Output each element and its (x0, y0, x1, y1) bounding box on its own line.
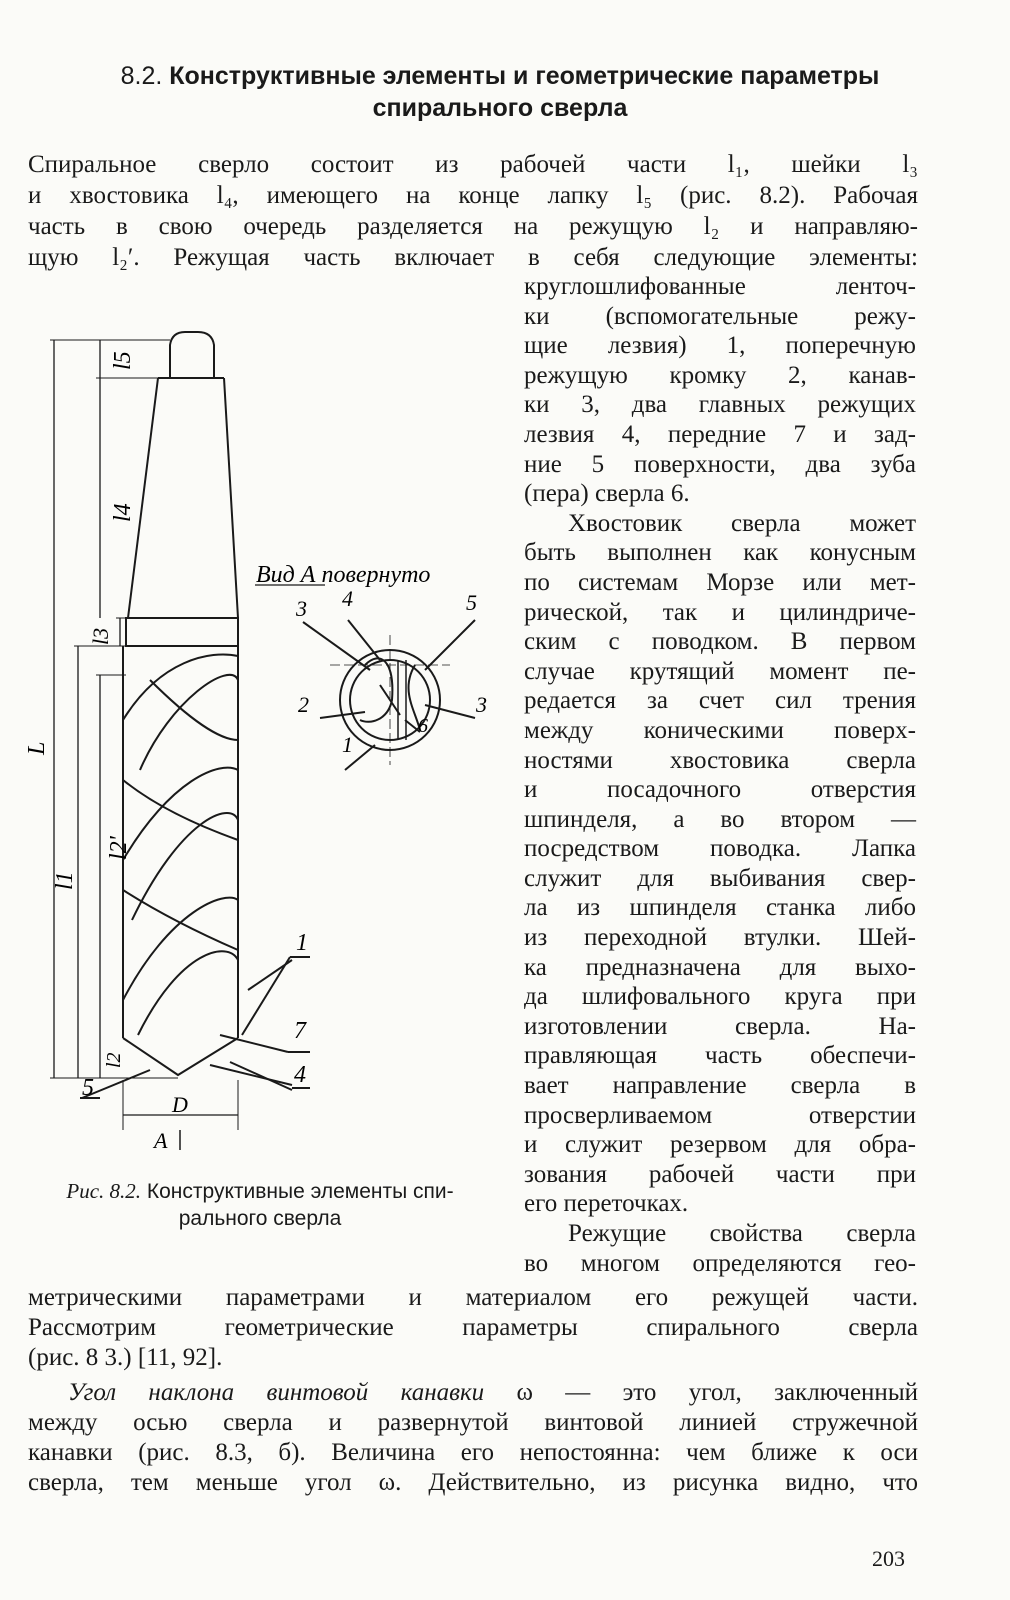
right-column-line: да шлифовального круга при (524, 983, 916, 1011)
right-column-line: шпинделя, а во втором — (524, 805, 916, 833)
bottom-line7: сверла, тем меньше угол ω. Действительно, из рисунка видно, что (28, 1469, 918, 1496)
right-column-line: зования рабочей части при (524, 1160, 916, 1188)
right-column-line: из переходной втулки. Шей- (524, 924, 916, 952)
right-column-line: вает направление сверла в (524, 1072, 916, 1100)
callout-7: 7 (294, 1018, 306, 1044)
drill-shank (128, 378, 238, 618)
right-column-line: ла из шпинделя станка либо (524, 894, 916, 922)
right-column-line: (пера) сверла 6. (524, 480, 690, 508)
intro-line1: Спиральное сверло состоит из рабочей части l₁, шейки l₃ (28, 151, 918, 178)
page-number: 203 (872, 1546, 905, 1571)
right-column-line: ки (вспомогательные режу- (524, 302, 916, 330)
view-callout-3a: 3 (296, 596, 307, 621)
dim-l2-prime: l2' (106, 836, 132, 860)
right-column-line: и служит резервом для обра- (524, 1131, 916, 1159)
right-column-text (524, 272, 916, 1278)
right-column-line: круглошлифованные ленточ- (524, 273, 916, 300)
view-callout-6: 6 (418, 715, 428, 737)
right-column-line: ским с поводком. В первом (524, 628, 916, 656)
right-column-line: его переточках. (524, 1190, 689, 1218)
dim-l4: l4 (110, 503, 136, 522)
right-column-line: ки 3, два главных режущих (524, 391, 916, 419)
intro-line2: и хвостовика l₄, имеющего на конце лапку l₅ (рис. 8.2). Рабочая (28, 182, 918, 209)
dim-L: L (24, 741, 50, 755)
view-callout-4: 4 (342, 586, 353, 611)
caption-line2: рального сверла (178, 1207, 342, 1230)
right-column-line: редается за счет сил трения (524, 687, 916, 715)
right-column-line: просверливаемом отверстии (524, 1101, 916, 1129)
right-column-line: быть выполнен как конусным (524, 539, 916, 567)
view-arrow-A: A (154, 1128, 168, 1153)
bottom-line1: метрическими параметрами и материалом его режущей части. (28, 1284, 918, 1311)
callout-1: 1 (296, 930, 308, 956)
dim-l3: l3 (88, 627, 113, 645)
view-callout-5: 5 (466, 590, 477, 615)
bottom-line3: (рис. 8 3.) [11, 92]. (28, 1344, 223, 1371)
caption-prefix: Рис. 8.2. (66, 1179, 142, 1203)
view-callout-3b: 3 (476, 692, 487, 717)
right-column-line: рической, так и цилиндриче- (524, 598, 916, 626)
bottom-line2: Рассмотрим геометрические параметры спирального сверла (28, 1314, 918, 1341)
intro-line3: часть в свою очередь разделяется на режущую l₂ и направляю- (28, 213, 918, 240)
right-column-line: изготовлении сверла. На- (524, 1012, 916, 1040)
right-column-line: щие лезвия) 1, поперечную (524, 332, 916, 360)
callout-4: 4 (294, 1062, 306, 1088)
callout-5: 5 (82, 1075, 94, 1101)
right-column-line: Хвостовик сверла может (568, 509, 916, 537)
right-column-line: служит для выбивания свер- (524, 864, 916, 892)
section-number: 8.2. (120, 62, 163, 90)
caption-line1: Конструктивные элементы спи- (146, 1180, 454, 1203)
dim-D: D (172, 1092, 188, 1117)
view-callout-1: 1 (342, 732, 353, 757)
right-column-line: между коническими поверх- (524, 716, 916, 744)
drill-figure (20, 300, 520, 1160)
right-column-line: ка предназначена для выхо- (524, 953, 916, 981)
dim-l5: l5 (110, 351, 136, 370)
right-column-line: ние 5 поверхности, два зуба (524, 450, 916, 478)
right-column-line: случае крутящий момент пе- (524, 657, 916, 685)
drill-tang (170, 332, 214, 378)
dim-l1: l1 (52, 871, 78, 890)
drill-tip (123, 1038, 238, 1075)
right-column-line: режущую кромку 2, канав- (524, 361, 916, 389)
right-column-line: по системам Морзе или мет- (524, 568, 916, 596)
term-helix-angle: Угол наклона винтовой канавки (68, 1379, 485, 1406)
bottom-line6: канавки (рис. 8.3, б). Величина его непостоянна: чем ближе к оси (28, 1439, 918, 1466)
right-column-line: ностями хвостовика сверла (524, 746, 916, 774)
right-column-line: правляющая часть обеспечи- (524, 1042, 916, 1070)
section-title-line1: 8.2. Конструктивные элементы и геометрические параметры (120, 62, 880, 90)
view-a-label: Вид А повернуто (256, 562, 431, 588)
section-title (60, 60, 940, 124)
intro-line4: щую l₂′. Режущая часть включает в себя следующие элементы: (28, 244, 918, 271)
bottom-line5: между осью сверла и развернутой винтовой линией стружечной (28, 1409, 918, 1436)
figure-caption (20, 1178, 500, 1232)
drill-neck (126, 618, 238, 646)
section-title-line2: спирального сверла (372, 94, 628, 122)
right-column-line: лезвия 4, передние 7 и зад- (524, 420, 916, 448)
right-column-line: Режущие свойства сверла (568, 1220, 916, 1247)
right-column-line: во многом определяются гео- (524, 1249, 916, 1277)
dim-l2: l2 (103, 1052, 125, 1068)
bottom-line4: Угол наклона винтовой канавки ω — это угол, заключенный (68, 1379, 918, 1406)
right-column-line: и посадочного отверстия (524, 776, 916, 804)
right-column-line: посредством поводка. Лапка (524, 835, 916, 863)
view-callout-2: 2 (298, 692, 309, 717)
